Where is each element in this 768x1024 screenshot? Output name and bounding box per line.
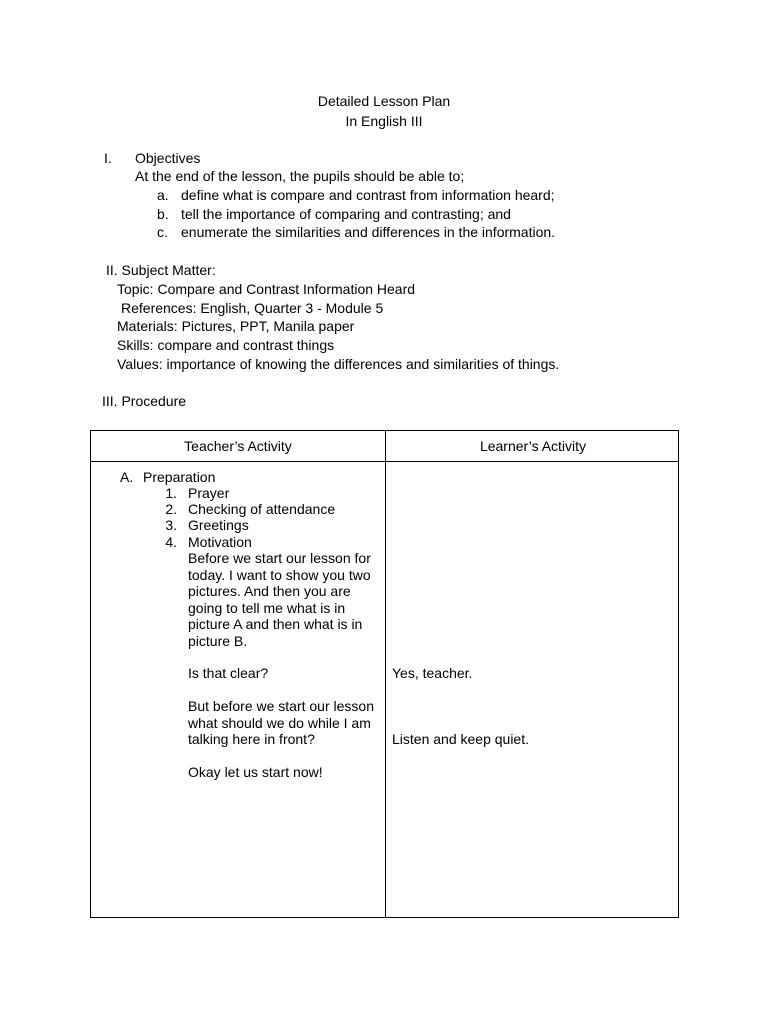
motivation-line: picture A and then what is in — [188, 616, 363, 632]
teacher-question: Is that clear? — [188, 665, 269, 681]
motivation-line: going to tell me what is in — [188, 600, 346, 616]
step-text: Checking of attendance — [188, 501, 336, 517]
teacher-question-line: talking here in front? — [188, 731, 315, 747]
activity-table — [90, 430, 679, 918]
subject-materials: Materials: Pictures, PPT, Manila paper — [117, 318, 355, 334]
objective-letter: c. — [157, 224, 168, 240]
objective-item: define what is compare and contrast from information heard; — [181, 187, 555, 203]
preparation-letter: A. — [120, 469, 134, 485]
motivation-line: picture B. — [188, 633, 248, 649]
objectives-intro: At the end of the lesson, the pupils should be able to; — [135, 168, 465, 184]
subject-references: References: English, Quarter 3 - Module 5 — [121, 300, 384, 316]
motivation-line: Before we start our lesson for — [188, 550, 371, 566]
step-number: 2. — [165, 501, 177, 517]
learner-answer: Yes, teacher. — [392, 665, 473, 681]
teacher-question-line: what should we do while I am — [188, 715, 371, 731]
table-column-divider — [385, 431, 386, 917]
procedure-heading: III. Procedure — [102, 393, 187, 409]
teacher-activity-header: Teacher’s Activity — [184, 438, 292, 454]
step-text: Motivation — [188, 534, 252, 550]
teacher-question-line: But before we start our lesson — [188, 698, 374, 714]
step-number: 3. — [165, 517, 177, 533]
step-text: Greetings — [188, 517, 249, 533]
subject-topic: Topic: Compare and Contrast Information Heard — [117, 281, 416, 297]
motivation-line: today. I want to show you two — [188, 567, 371, 583]
preparation-label: Preparation — [143, 469, 216, 485]
learner-answer: Listen and keep quiet. — [392, 731, 529, 747]
objective-letter: a. — [157, 187, 169, 203]
objectives-heading: Objectives — [135, 150, 201, 166]
subject-values: Values: importance of knowing the differences and similarities of things. — [117, 356, 560, 372]
step-text: Prayer — [188, 485, 230, 501]
learner-activity-header: Learner’s Activity — [479, 438, 587, 454]
step-number: 1. — [165, 485, 177, 501]
motivation-line: pictures. And then you are — [188, 583, 351, 599]
objectives-numeral: I. — [104, 150, 112, 166]
objective-item: tell the importance of comparing and contrasting; and — [181, 206, 511, 222]
teacher-closing: Okay let us start now! — [188, 764, 323, 780]
subject-matter-heading: II. Subject Matter: — [106, 262, 216, 278]
document-title: Detailed Lesson Plan — [317, 93, 451, 109]
step-number: 4. — [165, 534, 177, 550]
subject-skills: Skills: compare and contrast things — [117, 337, 335, 353]
objective-item: enumerate the similarities and differences in the information. — [181, 224, 556, 240]
objective-letter: b. — [157, 206, 169, 222]
document-subtitle: In English III — [345, 113, 423, 129]
